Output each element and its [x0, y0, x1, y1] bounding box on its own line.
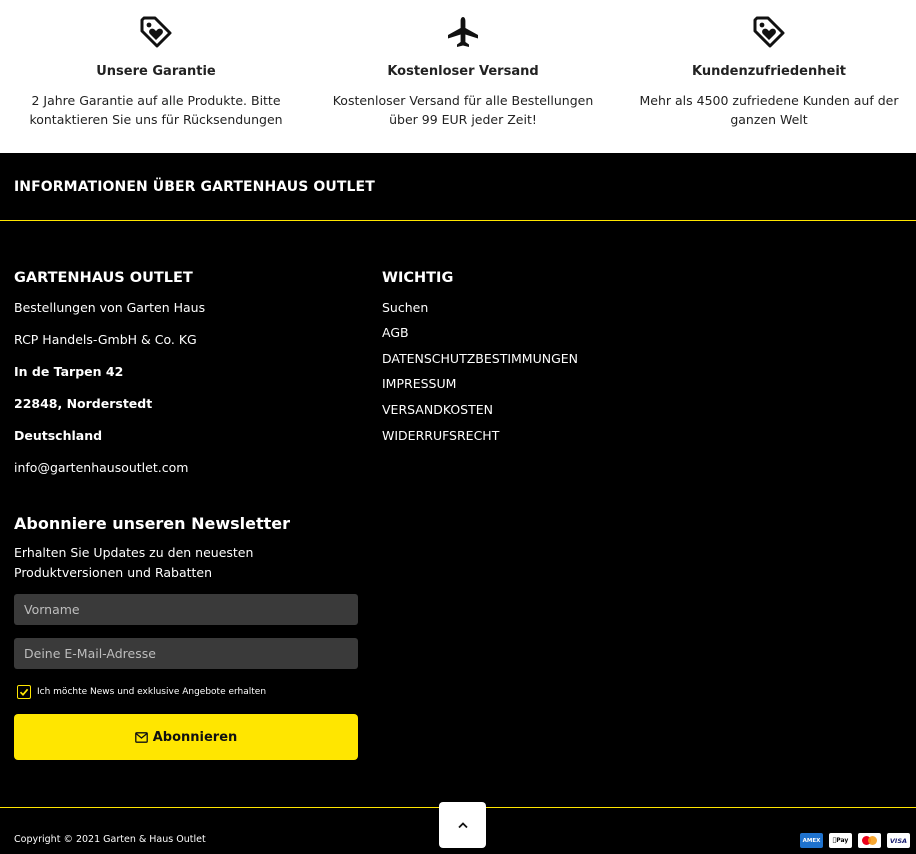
- copyright: Copyright © 2021 Garten & Haus Outlet: [14, 834, 206, 845]
- feature-description: [318, 91, 608, 129]
- link-agb[interactable]: AGB: [382, 325, 409, 340]
- back-to-top-button[interactable]: [439, 802, 486, 848]
- consent-label[interactable]: Ich möchte News und exklusive Angebote erhalten: [37, 687, 267, 697]
- feature-description: [11, 91, 301, 129]
- feature-title: Kundenzufriedenheit: [691, 64, 846, 79]
- link-widerrufsrecht[interactable]: WIDERRUFSRECHT: [382, 428, 500, 443]
- heart-tag-icon: [138, 14, 174, 50]
- airplane-icon: [445, 14, 481, 50]
- newsletter-description: Erhalten Sie Updates zu den neuesten Produktversionen und Rabatten: [14, 545, 254, 580]
- heart-tag-icon: [751, 14, 787, 50]
- feature-desc-line: über 99 EUR jeder Zeit!: [389, 112, 537, 127]
- feature-title: Kostenloser Versand: [387, 64, 539, 79]
- checkmark-icon: [19, 687, 29, 697]
- apple-pay-icon: [829, 833, 852, 848]
- apple-pay-label: Pay: [834, 837, 847, 844]
- link-datenschutz[interactable]: DATENSCHUTZBESTIMMUNGEN: [382, 351, 579, 366]
- features-strip: [0, 0, 916, 153]
- mail-icon: [135, 732, 148, 743]
- payment-methods: [800, 833, 910, 848]
- info-bar-title[interactable]: INFORMATIONEN ÜBER GARTENHAUS OUTLET: [14, 179, 375, 195]
- feature-desc-line: Kostenloser Versand für alle Bestellungen: [332, 93, 594, 108]
- feature-desc-line: kontaktieren Sie uns für Rücksendungen: [29, 112, 283, 127]
- amex-icon: AMEX: [800, 833, 823, 848]
- feature-desc-line: Mehr als 4500 zufriedene Kunden auf der: [639, 93, 899, 108]
- email-input[interactable]: [14, 638, 358, 669]
- info-bar[interactable]: [0, 153, 916, 221]
- link-suchen[interactable]: Suchen: [382, 300, 429, 315]
- company-city: 22848, Norderstedt: [14, 396, 153, 411]
- firstname-input[interactable]: [14, 594, 358, 625]
- visa-icon: VISA: [887, 833, 910, 848]
- subscribe-button[interactable]: [14, 714, 358, 760]
- newsletter-title: Abonniere unseren Newsletter: [14, 514, 291, 533]
- company-title: GARTENHAUS OUTLET: [14, 270, 193, 286]
- link-impressum[interactable]: IMPRESSUM: [382, 376, 457, 391]
- feature-title: Unsere Garantie: [96, 64, 216, 79]
- chevron-up-icon: [457, 821, 469, 829]
- feature-desc-line: ganzen Welt: [730, 112, 808, 127]
- consent-row: [17, 684, 266, 700]
- wichtig-title: WICHTIG: [382, 270, 454, 286]
- link-versandkosten[interactable]: VERSANDKOSTEN: [382, 402, 493, 417]
- feature-description: [624, 91, 914, 129]
- company-email: info@gartenhausoutlet.com: [14, 460, 189, 475]
- feature-desc-line: 2 Jahre Garantie auf alle Produkte. Bitte: [31, 93, 281, 108]
- consent-checkbox[interactable]: [17, 685, 31, 699]
- mastercard-icon: [858, 833, 881, 848]
- company-street: In de Tarpen 42: [14, 364, 124, 379]
- subscribe-label: Abonnieren: [152, 729, 238, 745]
- company-country: Deutschland: [14, 428, 103, 443]
- company-line: Bestellungen von Garten Haus: [14, 300, 206, 315]
- company-line: RCP Handels-GmbH & Co. KG: [14, 332, 197, 347]
